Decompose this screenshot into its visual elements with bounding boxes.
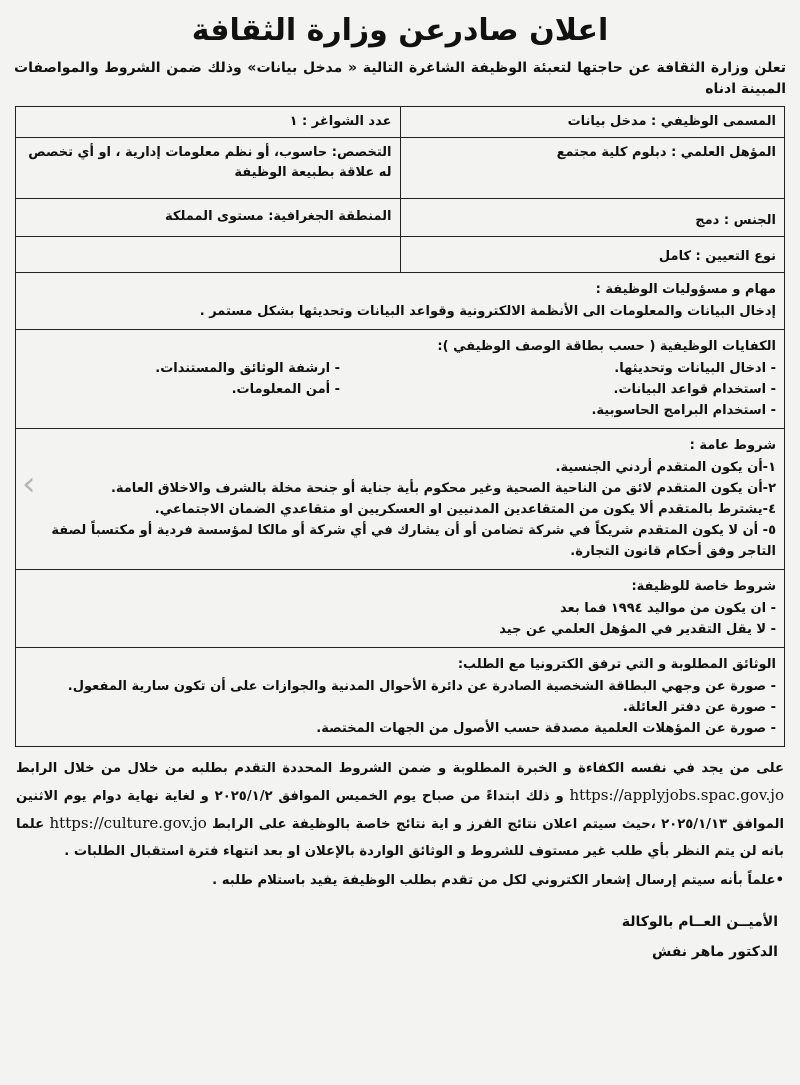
list-item: ١-أن يكون المتقدم أردني الجنسية. [555,460,776,475]
special-conditions-section [15,570,785,648]
list-item: - ان يكون من مواليد ١٩٩٤ فما بعد [559,601,776,616]
signature-role: الأميــن العــام بالوكالة [621,914,778,930]
job-title-cell: المسمى الوظيفي : مدخل بيانات [400,107,785,138]
list-item: ٤-يشترط بالمتقدم ألا يكون من المتقاعدين المدنيين او العسكريين او متقاعدي الضمان الاجتماعي. [154,502,776,517]
competencies-list [24,358,776,421]
instructions-text-1: على من يجد في نفسه الكفاءة و الخبرة المطلوبة و ضمن الشروط المحددة التقدم بطلبه من خلال من خلال الرابط [16,761,784,776]
vacancies-cell: عدد الشواغر : ١ [16,107,401,138]
documents-section [15,648,785,747]
general-conditions-section [15,429,785,570]
instructions-text-2: و ذلك ابتداءً من صباح يوم الخميس الموافق ٢٠٢٥/١/٢ و لغاية نهاية دوام يوم الاثنين الموافق ٢٠٢٥/١/١٣ ،حيث سيتم اعلان نتائج الفرز و اية نتائج خاصة بالوظيفة على الرابط [16,789,785,832]
list-item: - استخدام قواعد البيانات. [613,382,776,397]
announcement-page [8,6,792,967]
list-item: - صورة عن وجهي البطاقة الشخصية الصادرة عن دائرة الأحوال المدنية والجوازات على أن تكون سارية المفعول. [67,679,776,694]
list-item: ٥- أن لا يكون المتقدم شريكاً في شركة تضامن أو أن يشارك في أي شركة أو مالكا لمؤسسة فردية أو مكتسباً لصفة التاجر وفق أحكام قانون التجارة. [51,523,776,559]
list-item: - ارشفة الوثائق والمستندات. [155,361,340,376]
signature-block [8,893,792,967]
competencies-heading: الكفايات الوظيفية ( حسب بطاقة الوصف الوظيفي ): [437,339,776,354]
general-conditions-heading: شروط عامة : [689,438,776,453]
region-cell: المنطقة الجغرافية: مستوى المملكة [16,199,401,237]
instructions-text-3: علما بانه لن يتم النظر بأي طلب غير مستوف للشروط و الوثائق الواردة بالإعلان او بعد انتهاء فترة استقبال الطلبات . [16,817,784,859]
qualification-cell: المؤهل العلمي : دبلوم كلية مجتمع [400,138,785,199]
duties-text: إدخال البيانات والمعلومات الى الأنظمة الالكترونية وقواعد البيانات وتحديثها بشكل مستمر . [199,304,776,319]
documents-heading: الوثائق المطلوبة و التي ترفق الكترونيا مع الطلب: [457,657,776,672]
list-item: - ادخال البيانات وتحديثها. [614,361,776,376]
signature-name: الدكتور ماهر نفش [651,944,778,960]
application-instructions [8,747,792,865]
list-item: - صورة عن دفتر العائلة. [622,700,776,715]
list-item: - صورة عن المؤهلات العلمية مصدقة حسب الأصول من الجهات المختصة. [316,721,776,736]
job-info-table [15,106,785,273]
list-item: - أمن المعلومات. [231,382,340,397]
competencies-section [15,330,785,429]
page-title: اعلان صادرعن وزارة الثقافة [191,13,609,48]
confirmation-note: •علماً بأنه سيتم إرسال إشعار الكتروني لكل من تقدم بطلب الوظيفة يفيد باستلام طلبه . [212,873,784,888]
duties-section [15,273,785,330]
apply-jobs-link[interactable]: https://applyjobs.spac.gov.jo [569,786,784,804]
appointment-cell: نوع التعيين : كامل [400,237,785,273]
list-item: ٢-أن يكون المتقدم لائق من الناحية الصحية وغير محكوم بأية جناية أو جنحة مخلة بالشرف والاخلاق العامة. [110,481,776,496]
intro-paragraph: تعلن وزارة الثقافة عن حاجتها لتعبئة الوظيفة الشاغرة التالية « مدخل بيانات» وذلك ضمن الشروط والمواصفات المبينة ادناه [14,60,786,97]
duties-heading: مهام و مسؤوليات الوظيفة : [595,282,776,297]
specialization-cell: التخصص: حاسوب، أو نظم معلومات إدارية ، او أي تخصص له علاقة بطبيعة الوظيفة [16,138,401,199]
special-conditions-heading: شروط خاصة للوظيفة: [631,579,776,594]
culture-site-link[interactable]: https://culture.gov.jo [49,814,207,832]
gender-cell: الجنس : دمج [400,199,785,237]
list-item: - استخدام البرامج الحاسوبية. [591,403,776,418]
chevron-left-icon[interactable]: ‹ [22,464,36,504]
list-item: - لا يقل التقدير في المؤهل العلمي عن جيد [499,622,776,637]
empty-cell [16,237,401,273]
